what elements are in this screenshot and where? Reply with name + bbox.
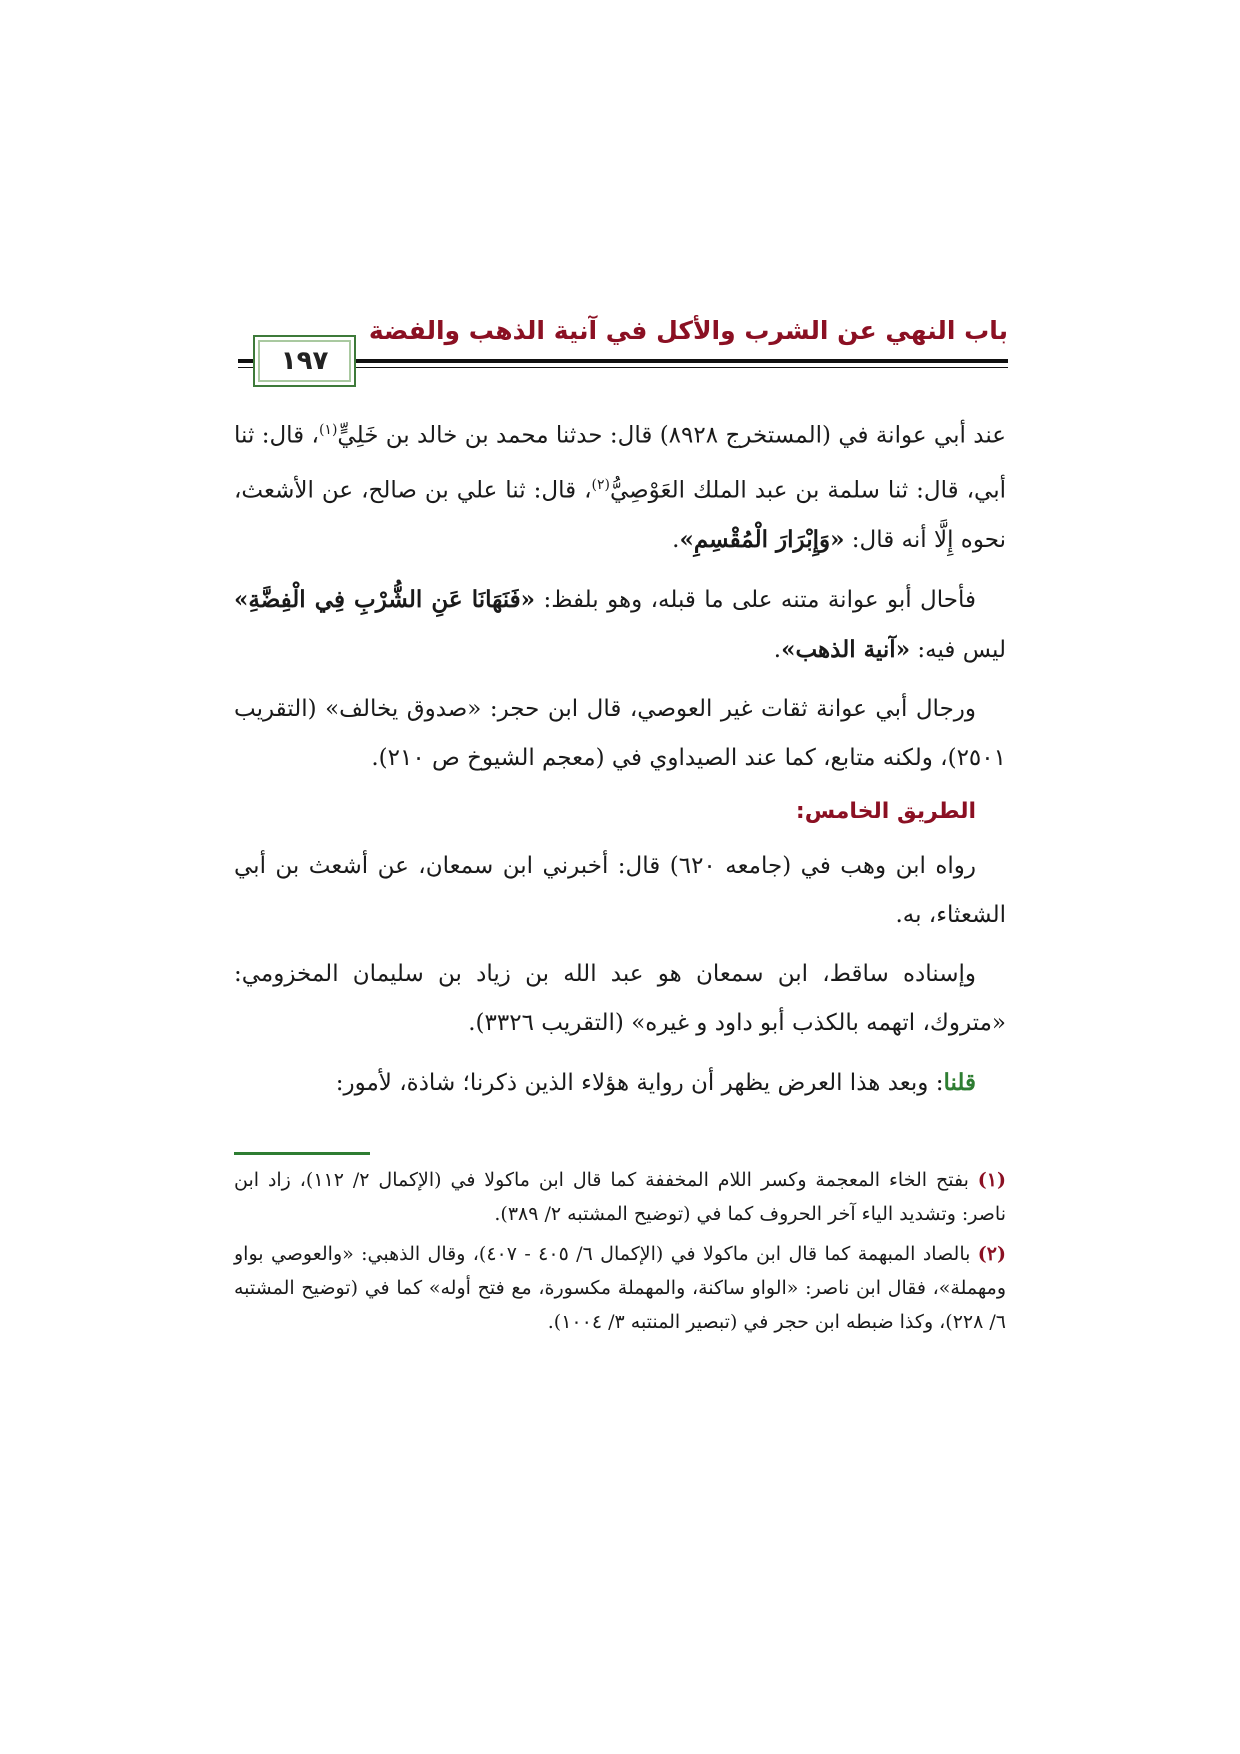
- text-run: فأحال أبو عوانة متنه على ما قبله، وهو بلفظ:: [535, 587, 976, 614]
- footnote-ref-1[interactable]: (١): [318, 422, 338, 438]
- footnote-2: [234, 1237, 1006, 1339]
- footnote-text: بفتح الخاء المعجمة وكسر اللام المخففة كما قال ابن ماكولا في (الإكمال ٢/ ١١٢)، زاد ابن ناصر: وتشديد الياء آخر الحروف كما في (توضيح المشتبه ٢/ ٣٨٩).: [234, 1169, 1006, 1225]
- footnote-text: بالصاد المبهمة كما قال ابن ماكولا في (الإكمال ٦/ ٤٠٥ - ٤٠٧)، وقال الذهبي: «والعوصي بواو ومهملة»، فقال ابن ناصر: «الواو ساكنة، والمهملة مكسورة، مع فتح أوله» كما في (توضيح المشتبه ٦/ ٢٢٨)، وكذا ضبطه ابن حجر في (تبصير المنتبه ٣/ ١٠٠٤).: [234, 1243, 1006, 1333]
- main-text: [234, 406, 1006, 1108]
- paragraph-2: [234, 575, 1006, 675]
- text-run: .: [672, 527, 680, 554]
- text-run: ليس فيه:: [910, 637, 1006, 664]
- footnote-number: (٢): [977, 1243, 1007, 1265]
- footnote-number: (١): [977, 1169, 1006, 1191]
- footnote-separator: [234, 1152, 370, 1155]
- text-run: ، قال: ثنا أبي، قال: ثنا سلمة بن عبد الملك العَوْصِيُّ: [234, 422, 1006, 504]
- text-run: ، قال: ثنا علي بن صالح، عن الأشعث، نحوه إِلَّا أنه قال:: [234, 477, 1006, 554]
- footnotes: [234, 1163, 1006, 1345]
- hadith-quote: «آنية الذهب»: [781, 636, 911, 664]
- section-heading: الطريق الخامس:: [795, 799, 976, 825]
- page-number-frame: [253, 335, 356, 387]
- hadith-quote: «وَإِبْرَارَ الْمُقْسِمِ»: [679, 526, 845, 554]
- page-header: [238, 316, 1008, 386]
- page-number: ١٩٧: [280, 346, 329, 376]
- paragraph-1: [234, 406, 1006, 565]
- text-run: .: [773, 637, 782, 664]
- footnote-ref-2[interactable]: (٢): [591, 476, 610, 493]
- text-run: : وبعد هذا العرض يظهر أن رواية هؤلاء الذين ذكرنا؛ شاذة، لأمور:: [335, 1070, 944, 1097]
- paragraph-4: رواه ابن وهب في (جامعه ٦٢٠) قال: أخبرني ابن سمعان، عن أشعث بن أبي الشعثاء، به.: [234, 853, 1006, 929]
- paragraph-6: [234, 1058, 1006, 1108]
- hadith-quote: «فَنَهَانَا عَنِ الشُّرْبِ فِي الْفِضَّةِ»: [234, 586, 536, 614]
- qulna-label: قلنا: [943, 1069, 976, 1097]
- text-run: عند أبي عوانة في (المستخرج ٨٩٢٨) قال: حدثنا محمد بن خالد بن خَلِيٍّ: [337, 422, 1006, 449]
- chapter-title: باب النهي عن الشرب والأكل في آنية الذهب والفضة: [368, 316, 1008, 345]
- footnote-1: [234, 1163, 1006, 1231]
- paragraph-3: ورجال أبي عوانة ثقات غير العوصي، قال ابن حجر: «صدوق يخالف» (التقريب ٢٥٠١)، ولكنه متابع، كما عند الصيداوي في (معجم الشيوخ ص ٢١٠).: [234, 696, 1006, 772]
- paragraph-5: وإسناده ساقط، ابن سمعان هو عبد الله بن زياد بن سليمان المخزومي: «متروك، اتهمه بالكذب أبو داود و غيره» (التقريب ٣٣٢٦).: [234, 961, 1006, 1037]
